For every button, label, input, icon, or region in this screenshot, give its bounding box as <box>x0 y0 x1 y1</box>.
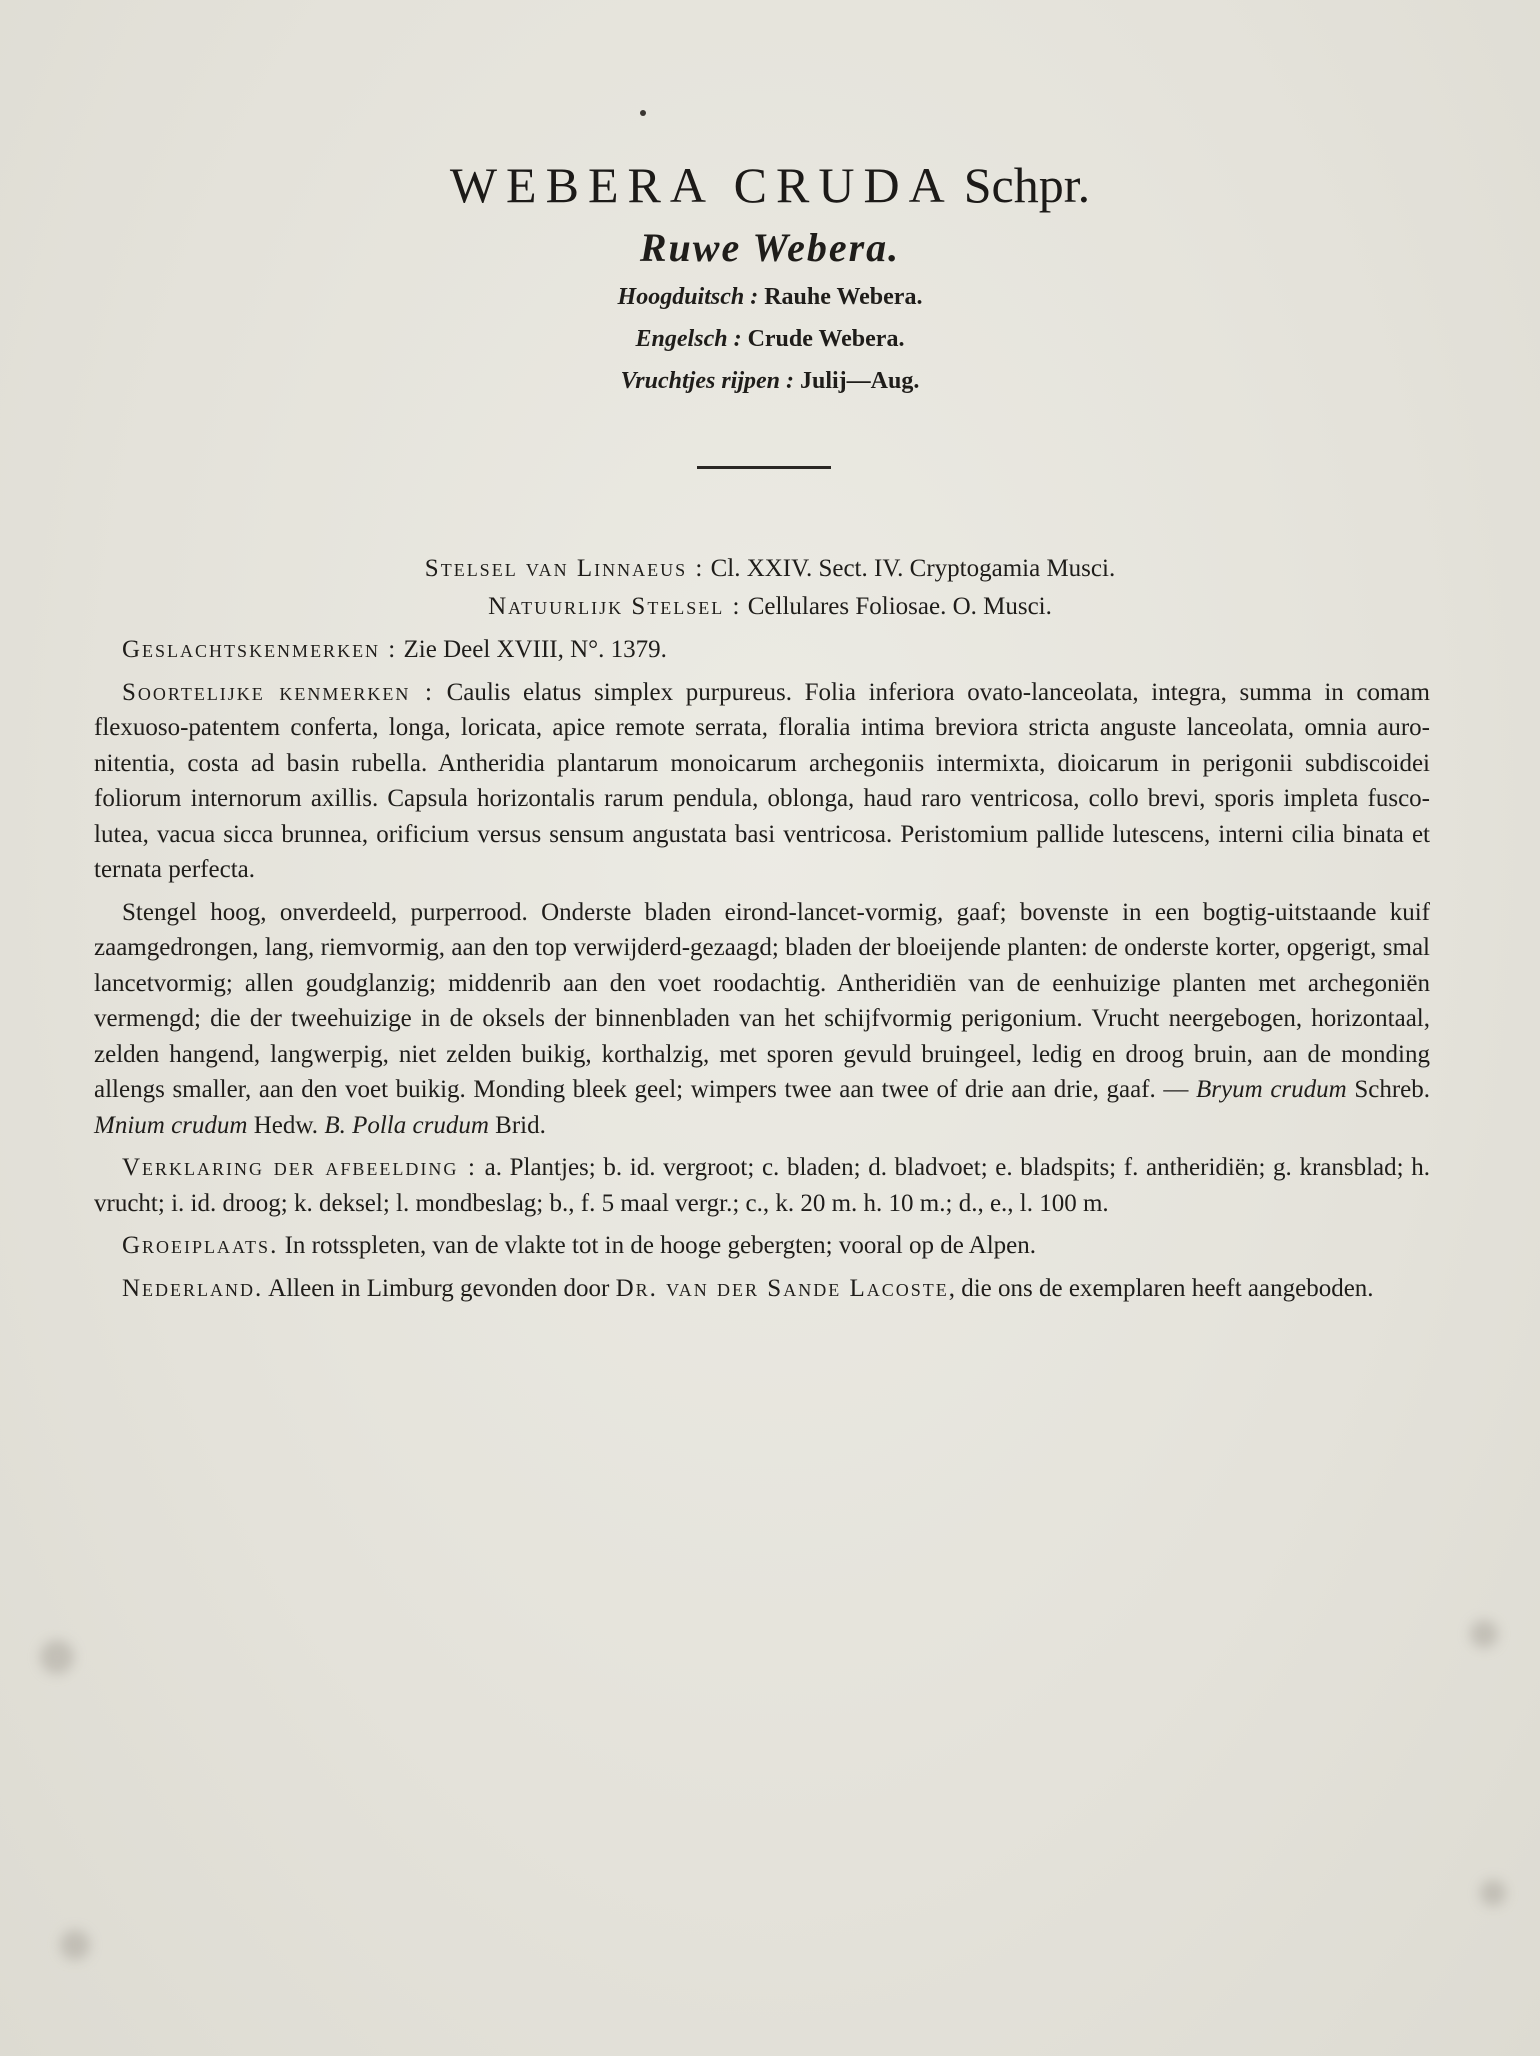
fruit-season: Vruchtjes rijpen : Julij—Aug. <box>620 368 920 394</box>
printer-dot <box>640 110 646 116</box>
divider-rule <box>697 466 831 469</box>
english-name: Engelsch : Crude Webera. <box>635 326 905 352</box>
figure-explanation: Verklaring der afbeelding : a. Plantjes; b. id. vergroot; c. bladen; d. bladvoet; e. bladspits; f. antheridiën; g. kransblad; h. vrucht; i. id. droog; k. deksel; l. mondbeslag; b., f. 5 maal vergr.; c., k. 20 m. h. 10 m.; d., e., l. 100 m. <box>94 1154 1431 1217</box>
genus-characters: Geslachtskenmerken : Zie Deel XVIII, N°. 1379. <box>122 636 667 663</box>
page-header <box>0 150 1540 402</box>
title-author: Schpr. <box>963 157 1091 213</box>
paper-stain <box>1470 1620 1498 1648</box>
dutch-description: Stengel hoog, onverdeeld, purperrood. Onderste bladen eirond-lancet-vormig, gaaf; bovenste in een bogtig-uitstaande kuif zaamgedrongen, lang, riemvormig, aan den top verwijderd-gezaagd; bladen der bloeijende planten: de onderste korter, opgerigt, smal lancetvormig; allen goudglanzig; middenrib aan den voet roodachtig. Antheridiën van de eenhuizige planten met archegoniën vermengd; die der tweehuizige in de oksels der binnenbladen van het schijfvormig perigonium. Vrucht neergebogen, horizontaal, zelden hangend, langwerpig, niet zelden buikig, korthalzig, met sporen gevuld bruingeel, ledig en droog bruin, aan de monding allengs smaller, aan den voet buikig. Monding bleek geel; wimpers twee aan twee of drie aan drie, gaaf. — Bryum crudum Schreb. Mnium crudum Hedw. B. Polla crudum Brid. <box>94 898 1431 1139</box>
linnaeus-system: Stelsel van Linnaeus : Cl. XXIV. Sect. IV. Cryptogamia Musci. <box>424 555 1116 582</box>
paper-stain <box>60 1930 90 1960</box>
german-name: Hoogduitsch : Rauhe Webera. <box>617 284 923 310</box>
netherlands-occurrence: Nederland. Alleen in Limburg gevonden door Dr. van der Sande Lacoste, die ons de exemplaren heeft aangeboden. <box>122 1274 1374 1302</box>
body-text <box>94 632 1430 1313</box>
page-title <box>0 150 1540 220</box>
paper-stain <box>1480 1880 1506 1906</box>
species-characters: Soortelijke kenmerken : Caulis elatus simplex purpureus. Folia inferiora ovato-lanceolata, integra, summa in comam flexuoso-patentem conferta, longa, loricata, apice remote serrata, floralia intima breviora stricta anguste lanceolata, omnia auro-nitentia, costa ad basin rubella. Antheridia plantarum monoicarum archegoniis intermixta, dioicarum in perigonii subdiscoidei foliorum internorum axillis. Capsula horizontalis rarum pendula, oblonga, haud raro ventricosa, collo brevi, sporis impleta fusco-lutea, vacua sicca brunnea, orificium versus sensum angustata basi ventricosa. Peristomium pallide lutescens, interni cilia binata et ternata perfecta. <box>94 678 1430 883</box>
page-subtitle: Ruwe Webera. <box>639 225 901 270</box>
habitat: Groeiplaats. In rotsspleten, van de vlakte tot in de hooge gebergten; vooral op de Alpen. <box>122 1232 1037 1259</box>
title-species: WEBERA CRUDA <box>449 157 954 213</box>
classification <box>0 550 1540 626</box>
natural-system: Natuurlijk Stelsel : Cellulares Foliosae. O. Musci. <box>488 593 1052 620</box>
paper-stain <box>40 1640 74 1674</box>
